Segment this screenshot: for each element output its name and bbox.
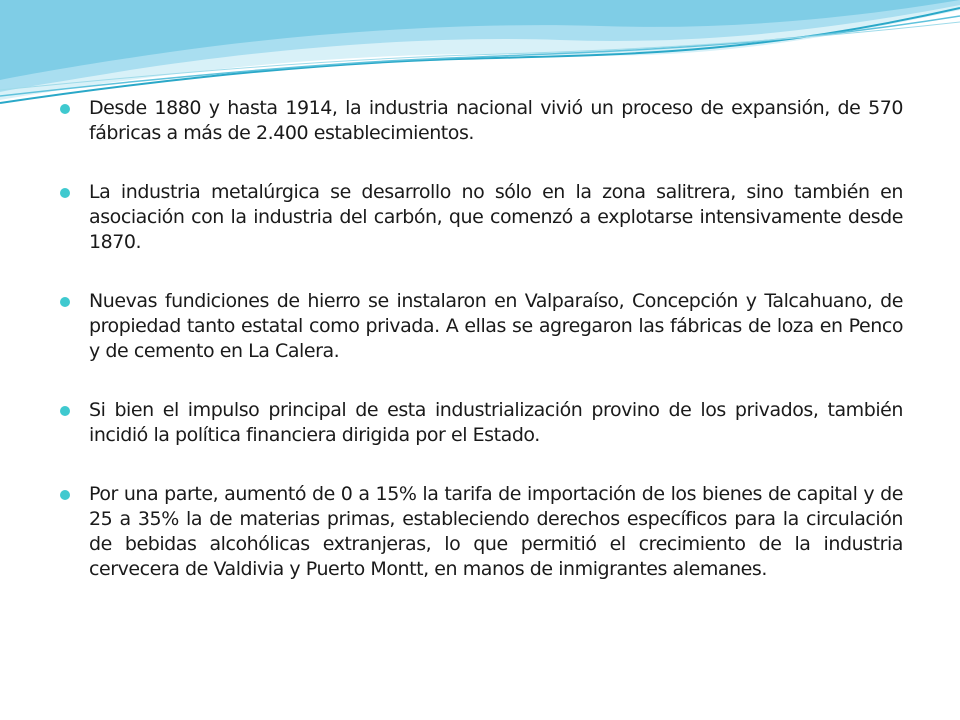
bullet-text: Si bien el impulso principal de esta industrialización provino de los privados, también incidió la política financiera dirigida por el Estado. [89,399,903,446]
bullet-item [60,482,903,582]
bullet-dot-icon [60,104,70,114]
bullet-dot-icon [60,490,70,500]
bullet-dot-icon [60,406,70,416]
bullet-dot-icon [60,188,70,198]
bullet-text: Por una parte, aumentó de 0 a 15% la tarifa de importación de los bienes de capital y de 25 a 35% la de materias primas, estableciendo derechos específicos para la circulación de bebidas alcohólicas extranjeras, lo que permitió el crecimiento de la industria cervecera de Valdivia y Puerto Montt, en manos de inmigrantes alemanes. [89,483,903,580]
bullet-item [60,289,903,364]
bullet-dot-icon [60,297,70,307]
bullet-text: La industria metalúrgica se desarrollo no sólo en la zona salitrera, sino también en asociación con la industria del carbón, que comenzó a explotarse intensivamente desde 1870. [89,181,903,253]
bullet-item [60,180,903,255]
bullet-text: Nuevas fundiciones de hierro se instalaron en Valparaíso, Concepción y Talcahuano, de propiedad tanto estatal como privada. A ellas se agregaron las fábricas de loza en Penco y de cemento en La Calera. [89,290,903,362]
bullet-list [60,96,903,582]
slide-content [60,96,903,582]
bullet-item [60,398,903,448]
bullet-text: Desde 1880 y hasta 1914, la industria nacional vivió un proceso de expansión, de 570 fábricas a más de 2.400 establecimientos. [89,97,903,144]
bullet-item [60,96,903,146]
